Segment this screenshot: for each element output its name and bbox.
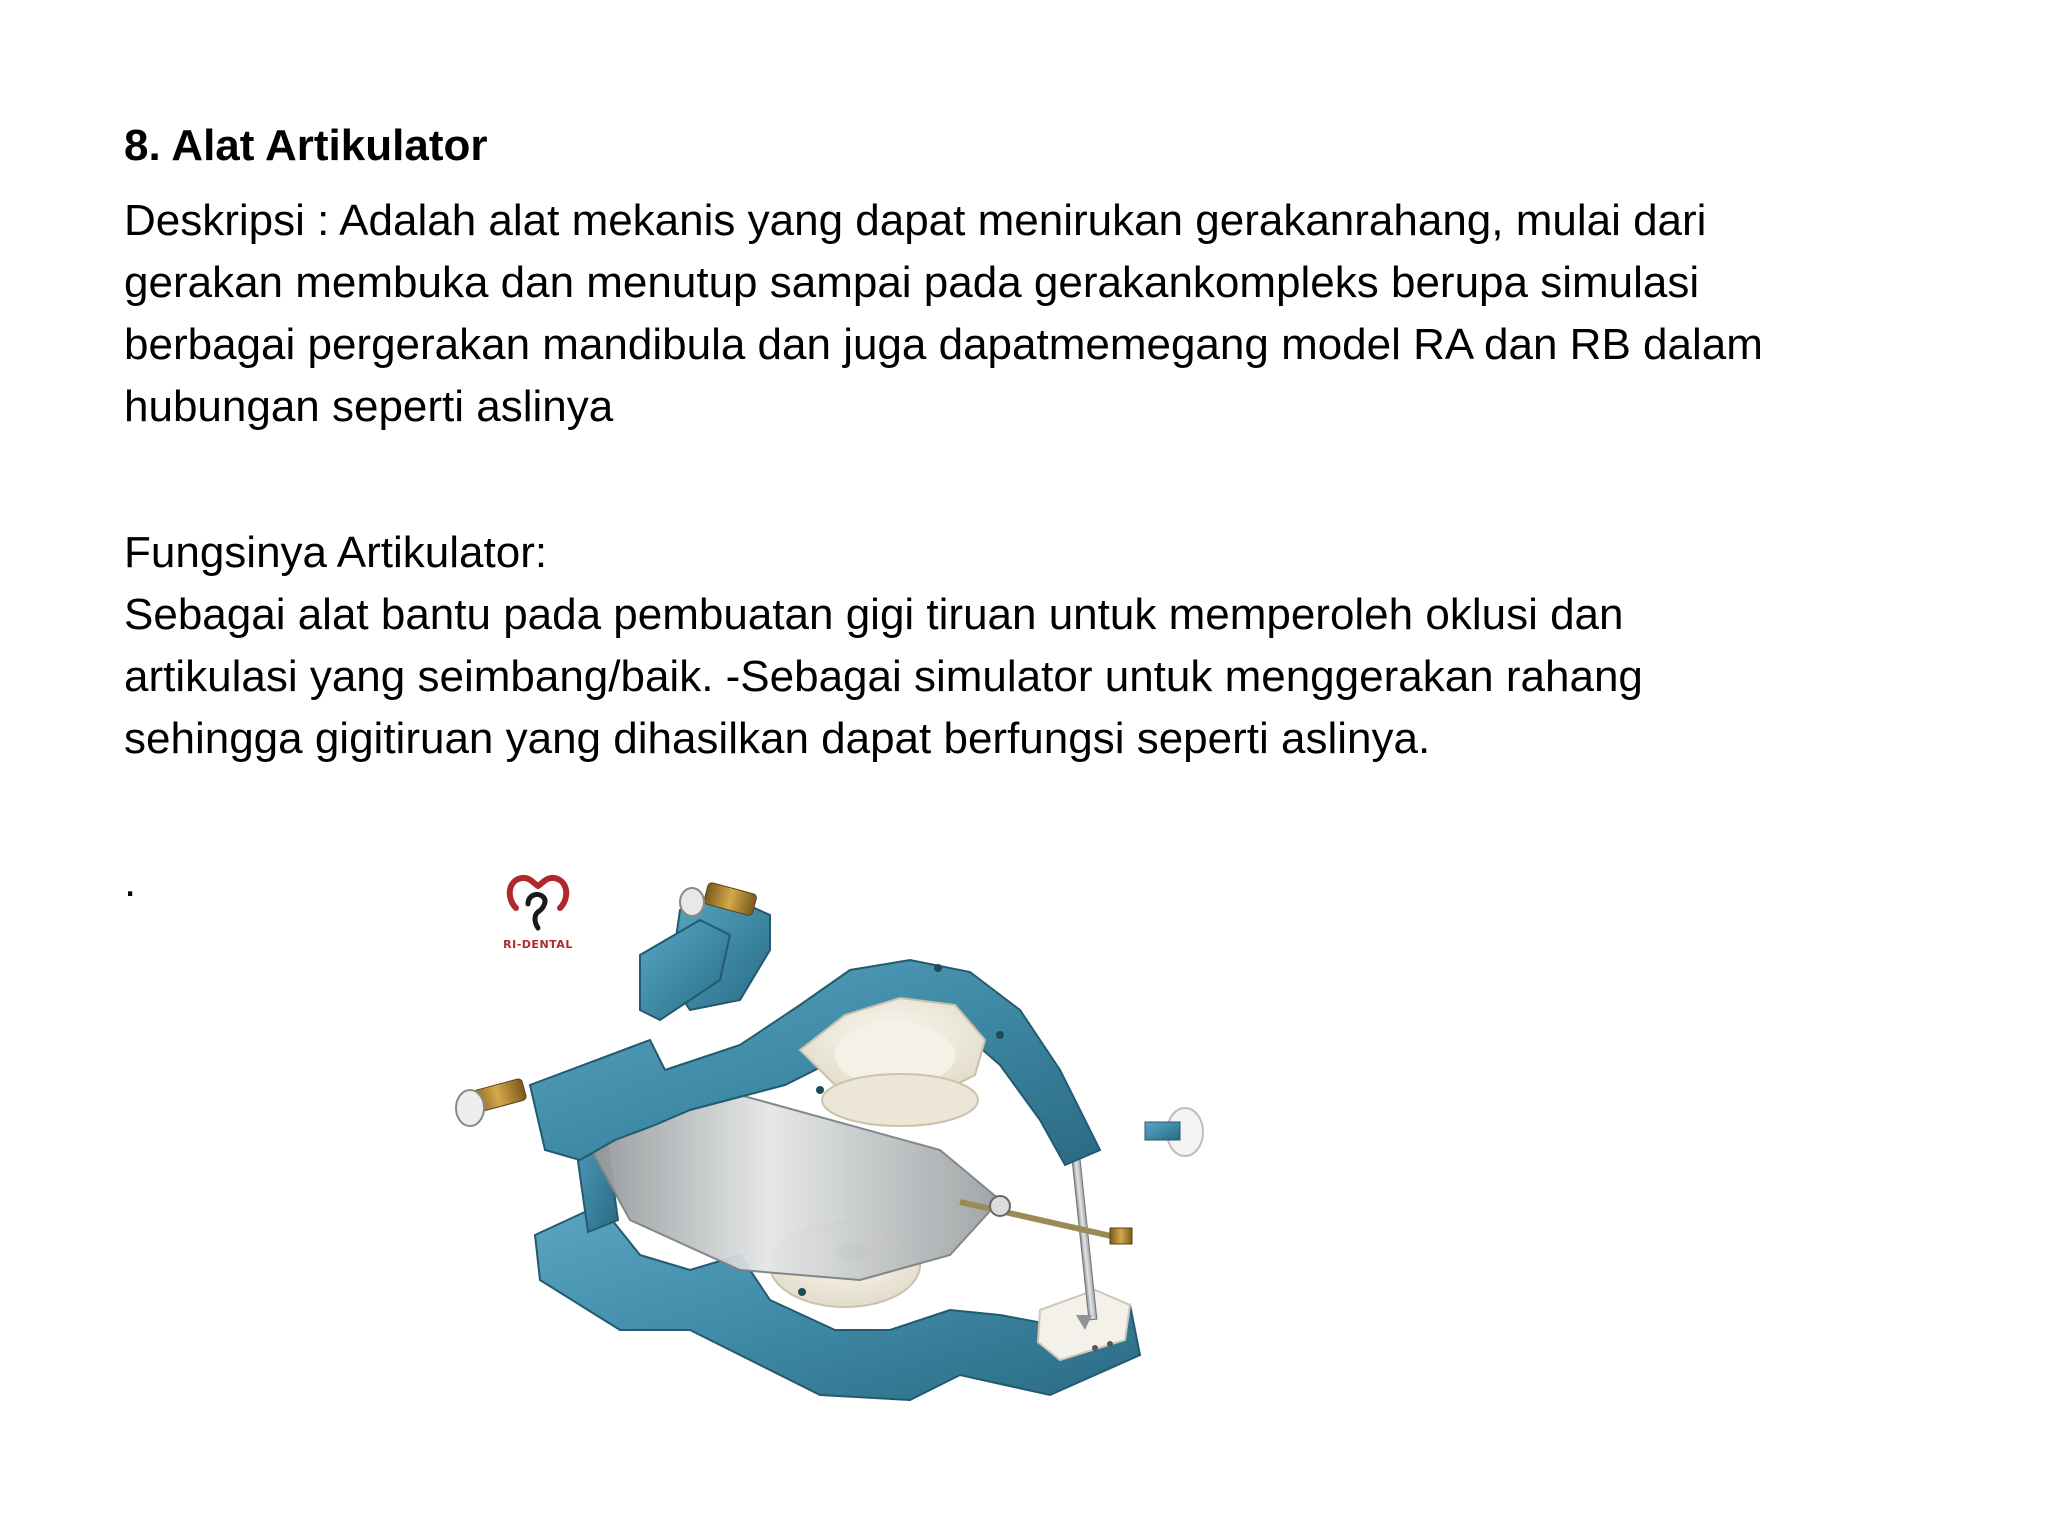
logo-text: RI-DENTAL bbox=[503, 938, 573, 951]
trailing-dot: . bbox=[124, 857, 137, 906]
description-paragraph bbox=[124, 190, 1924, 438]
description-line: hubungan seperti aslinya bbox=[124, 382, 614, 431]
description-line: berbagai pergerakan mandibula dan juga dapatmemegang model RA dan RB dalam bbox=[124, 320, 1763, 369]
description-line: gerakan membuka dan menutup sampai pada gerakankompleks berupa simulasi bbox=[124, 258, 1700, 307]
function-heading: Fungsinya Artikulator: bbox=[124, 528, 548, 577]
function-line: sehingga gigitiruan yang dihasilkan dapat berfungsi seperti aslinya. bbox=[124, 714, 1431, 763]
slide-title: 8. Alat Artikulator bbox=[124, 121, 488, 170]
function-paragraph bbox=[124, 522, 1924, 770]
tooth-logo-icon bbox=[488, 868, 588, 938]
function-line: Sebagai alat bantu pada pembuatan gigi tiruan untuk memperoleh oklusi dan bbox=[124, 590, 1624, 639]
description-line: Deskripsi : Adalah alat mekanis yang dapat menirukan gerakanrahang, mulai dari bbox=[124, 196, 1707, 245]
function-line: artikulasi yang seimbang/baik. -Sebagai simulator untuk menggerakan rahang bbox=[124, 652, 1643, 701]
ri-dental-logo bbox=[488, 868, 588, 958]
